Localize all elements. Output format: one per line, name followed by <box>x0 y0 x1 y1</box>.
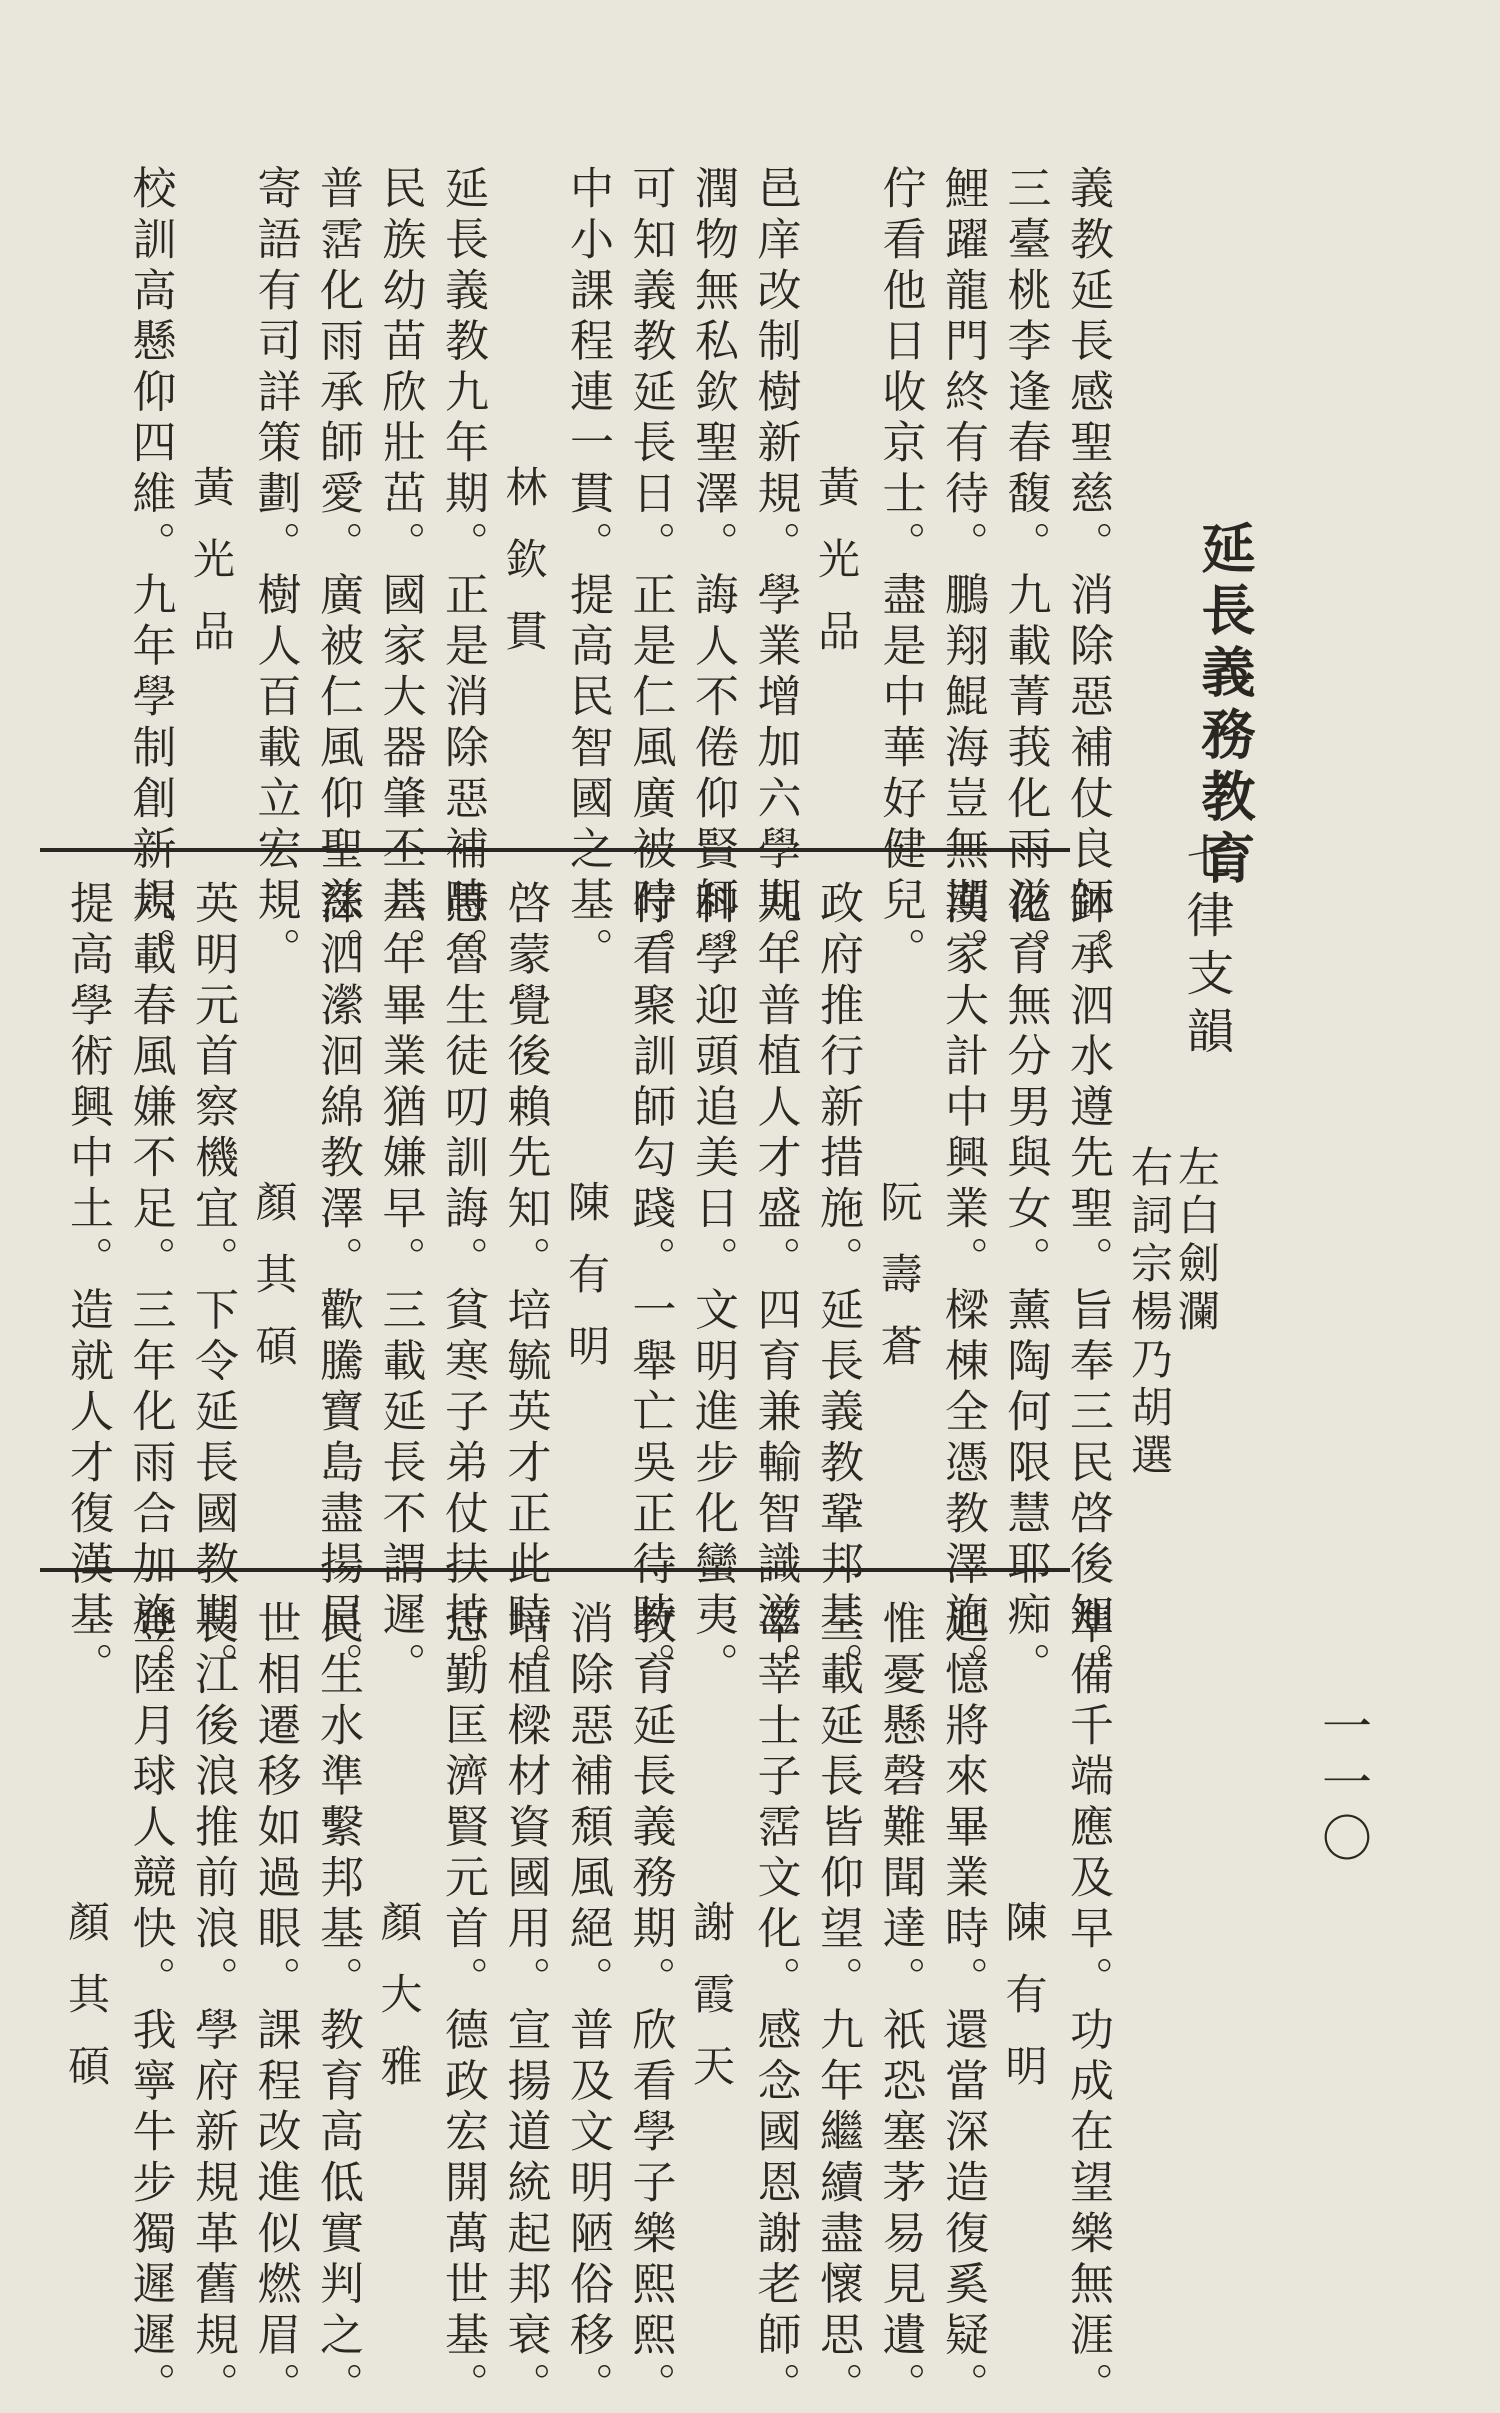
poem-line: 政府推行新措施。延長義教鞏邦基。 <box>812 880 863 1693</box>
poem-line: 義教延長感聖慈。消除惡補仗良師。 <box>1062 165 1113 978</box>
poem-author: 阮壽蒼 <box>874 1180 924 1396</box>
poem-line: 民生水準繫邦基。教育高低實判之。 <box>312 1600 363 2413</box>
poem-line: 洙泗瀠洄綿教澤。歡騰寶島盡揚眉。 <box>312 880 363 1693</box>
poem-line: 潤物無私欽聖澤。誨人不倦仰賢師。 <box>687 165 738 978</box>
poem-line: 惟憂懸磬難聞達。祇恐塞茅易見遺。 <box>874 1600 926 2413</box>
page-number: 一一〇 <box>1314 1700 1372 1868</box>
poem-line: 教育延長義務期。欣看學子樂熙熙。 <box>624 1600 676 2413</box>
poem-line: 民族幼苗欣壯茁。國家大器肇丕基。 <box>374 165 426 978</box>
poem-topic-title: 延長義務教育 <box>1193 520 1257 892</box>
poem-line: 消除惡補頹風絕。普及文明陋俗移。 <box>562 1600 613 2413</box>
poem-line: 寄語有司詳策劃。樹人百載立宏規。 <box>249 165 301 978</box>
poem-author: 黃光品 <box>187 465 236 681</box>
poem-author: 陳有明 <box>562 1180 611 1396</box>
poem-line: 啓蒙覺後賴先知。培毓英才正此時。 <box>499 880 551 1693</box>
poem-author: 黃光品 <box>812 465 861 681</box>
poem-line: 培植樑材資國用。宣揚道統起邦衰。 <box>499 1600 551 2413</box>
poem-line: 普霑化雨承師愛。廣被仁風仰聖慈。 <box>312 165 363 978</box>
poem-author: 顏其碩 <box>62 1900 111 2116</box>
poem-author: 陳有明 <box>999 1900 1049 2116</box>
poem-line: 鉢承泗水遵先聖。旨奉三民啓後知。 <box>1062 880 1113 1693</box>
poem-line: 愚魯生徒叨訓誨。貧寒子弟仗扶持。 <box>437 880 488 1693</box>
poem-line: 長江後浪推前浪。學府新規革舊規。 <box>187 1600 238 2413</box>
poem-line: 登陸月球人競快。我寧牛步獨遲遲。 <box>124 1600 176 2413</box>
poem-line: 忠勤匡濟賢元首。德政宏開萬世基。 <box>437 1600 488 2413</box>
poem-line: 校訓高懸仰四維。九年學制創新規。 <box>124 165 176 978</box>
poem-line: 化育無分男與女。薰陶何限慧耶痴。 <box>999 880 1051 1693</box>
editor-left: 左白劍瀾 <box>1172 1145 1221 1337</box>
poem-line: 世相遷移如過眼。課程改進似燃眉。 <box>249 1600 301 2413</box>
editor-right: 右詞宗楊乃胡選 <box>1125 1145 1174 1481</box>
poem-line: 英明元首察機宜。下令延長國教期。 <box>187 880 238 1693</box>
poem-line: 佇看聚訓師勾踐。一舉亡吳正待時。 <box>624 880 676 1693</box>
rhyme-subtitle: 七律支韻 <box>1178 832 1234 1064</box>
poem-line: 九年普植人才盛。四育兼輸智識滋。 <box>749 880 801 1693</box>
poem-line: 漢家大計中興業。樑棟全憑教澤施。 <box>937 880 988 1693</box>
poem-line: 三載延長皆仰望。九年繼續盡懷思。 <box>812 1600 863 2413</box>
poem-line: 六載春風嫌不足。三年化雨合加施。 <box>124 880 176 1693</box>
poem-line: 科學迎頭追美日。文明進步化蠻夷。 <box>687 880 738 1693</box>
poem-line: 鯉躍龍門終有待。鵬翔鯤海豈無期。 <box>937 165 988 978</box>
poem-author: 顏大雅 <box>374 1900 424 2116</box>
poem-author: 林欽貫 <box>499 465 549 681</box>
poem-author: 顏其碩 <box>249 1180 299 1396</box>
poem-line: 邑庠改制樹新規。學業增加六學期。 <box>749 165 801 978</box>
poem-line: 六年畢業猶嫌早。三載延長不謂遲。 <box>374 880 426 1693</box>
poem-line: 莘莘士子霑文化。感念國恩謝老師。 <box>749 1600 801 2413</box>
poem-line: 中小課程連一貫。提高民智國之基。 <box>562 165 613 978</box>
poem-line: 延長義教九年期。正是消除惡補時。 <box>437 165 488 978</box>
poem-line: 準備千端應及早。功成在望樂無涯。 <box>1062 1600 1113 2413</box>
poem-author: 謝霞天 <box>687 1900 736 2116</box>
poem-line: 三臺桃李逢春馥。九載菁莪化雨滋。 <box>999 165 1051 978</box>
poem-line: 佇看他日收京士。盡是中華好健兒。 <box>874 165 926 978</box>
poem-line: 迴憶將來畢業時。還當深造復奚疑。 <box>937 1600 988 2413</box>
poem-line: 提高學術興中土。造就人才復漢基。 <box>62 880 113 1693</box>
poem-line: 可知義教延長日。正是仁風廣被時。 <box>624 165 676 978</box>
